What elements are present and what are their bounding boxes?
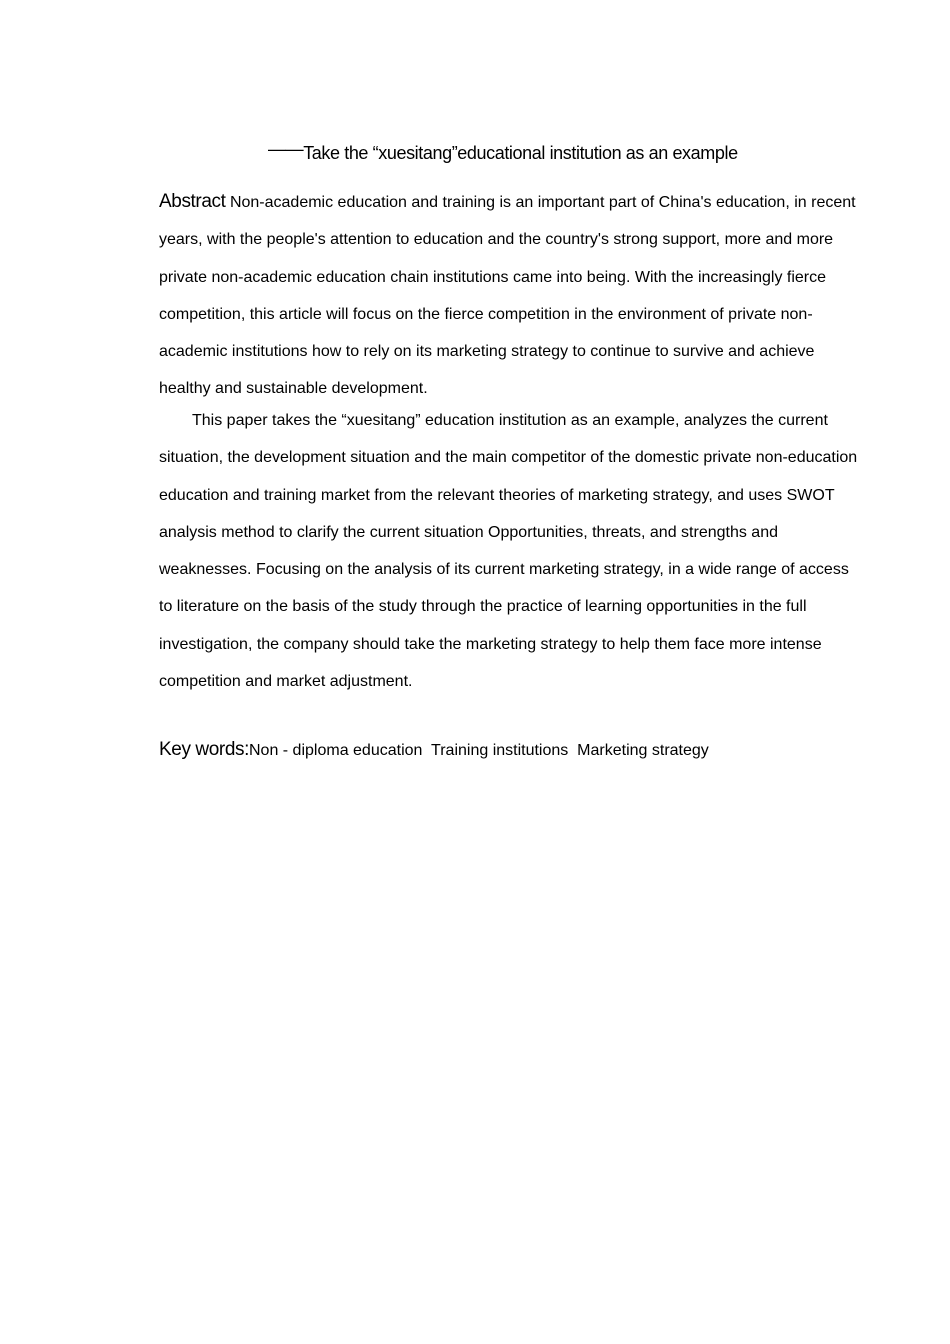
subtitle-dash: ——: [268, 139, 304, 159]
abstract-paragraph: [159, 183, 859, 408]
keywords-line: [159, 736, 709, 765]
keyword-item: Training institutions: [431, 742, 569, 759]
keyword-item: Non - diploma education: [248, 742, 423, 759]
subtitle-text: Take the “xuesitang”educational institution as an example: [303, 143, 738, 163]
keywords-label: Key words:: [159, 739, 249, 760]
keyword-item: Marketing strategy: [577, 742, 709, 759]
abstract-paragraph-2: This paper takes the “xuesitang” education institution as an example, analyzes the current situation, the development situation and the main competitor of the domestic private non-education education and training market from the relevant theories of marketing strategy, and uses SWOT analysis method to clarify the current situation Opportunities, threats, and strengths and weaknesses. Focusing on the analysis of its current marketing strategy, in a wide range of access to literature on the basis of the study through the practice of learning opportunities in the full investigation, the company should take the marketing strategy to help them face more intense competition and market adjustment.: [159, 412, 858, 691]
abstract-label: Abstract: [159, 191, 226, 212]
paper-subtitle: [268, 137, 738, 165]
abstract-text: Non-academic education and training is an important part of China's education, in recent years, with the people's attention to education and the country's strong support, more and more private non-academic education chain institutions came into being. With the increasingly fierce competition, this article will focus on the fierce competition in the environment of private non-academic institutions how to rely on its marketing strategy to continue to survive and achieve healthy and sustainable development.: [159, 194, 856, 398]
